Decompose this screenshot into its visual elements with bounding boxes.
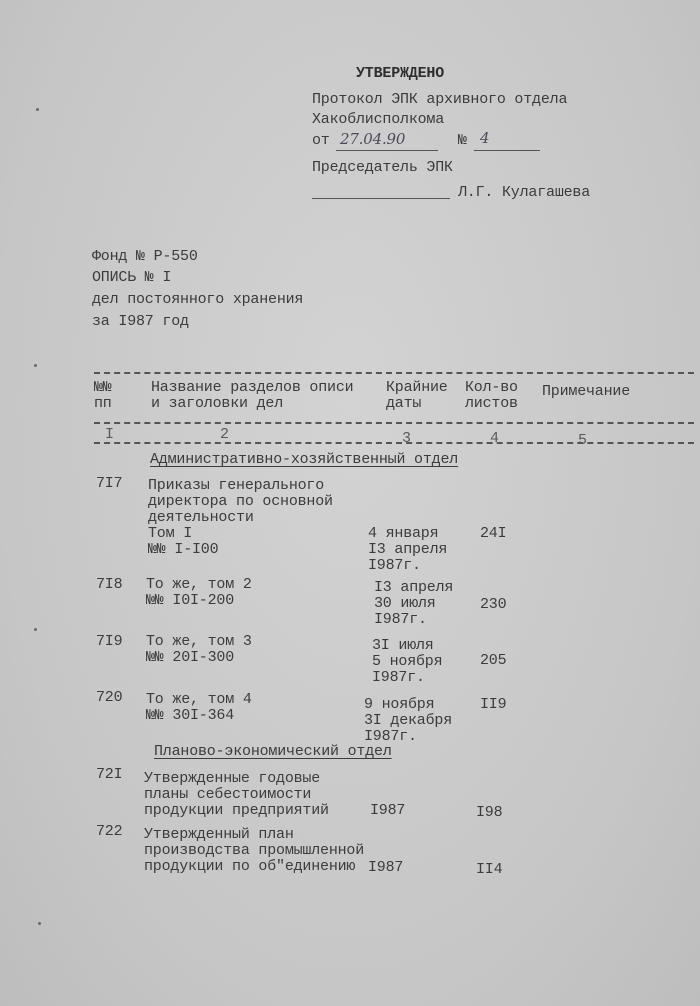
col-number-1: I	[105, 426, 115, 443]
col-number-5: 5	[578, 432, 588, 449]
col-header-title: Название разделов описи и заголовки дел	[151, 379, 354, 412]
row-dates: 4 января I3 апреля I987г.	[368, 525, 448, 574]
col-header-dates: Крайние даты	[386, 379, 448, 412]
row-title: Приказы генерального директора по основной деятельности Том I №№ I-I00	[148, 477, 333, 558]
row-number: 722	[96, 823, 123, 840]
col-number-2: 2	[220, 426, 230, 443]
header-bottom-rule	[94, 422, 694, 424]
table-top-rule	[94, 372, 694, 374]
paper-speck	[34, 364, 37, 367]
row-number: 7I8	[96, 576, 123, 593]
col-number-4: 4	[490, 430, 500, 447]
row-title: Утвержденные годовые планы себестоимости продукции предприятий	[144, 770, 329, 819]
row-sheets: II4	[476, 861, 503, 878]
row-dates: I3 апреля 30 июля I987г.	[374, 579, 454, 628]
row-title: То же, том 2 №№ I0I-200	[146, 576, 252, 609]
col-header-sheets: Кол-во листов	[465, 379, 518, 412]
fond-number: Фонд № Р-550	[92, 248, 198, 265]
row-sheets: 24I	[480, 525, 507, 542]
section-title: Административно-хозяйственный отдел	[150, 451, 459, 468]
row-title: Утвержденный план производства промышленной продукции по об"единению	[144, 826, 365, 875]
row-dates: 3I июля 5 ноября I987г.	[372, 637, 443, 686]
row-sheets: II9	[480, 696, 507, 713]
number-underline	[474, 150, 540, 151]
row-number: 720	[96, 689, 123, 706]
signature-line	[312, 198, 450, 199]
chair-name: Л.Г. Кулагашева	[458, 184, 591, 201]
row-sheets: 230	[480, 596, 507, 613]
approval-title: УТВЕРЖДЕНО	[356, 65, 445, 82]
row-dates: 9 ноября 3I декабря I987г.	[364, 696, 453, 745]
approval-date: 27.04.90	[340, 130, 406, 148]
paper-speck	[36, 108, 39, 111]
opis-description: дел постоянного хранения	[92, 291, 304, 308]
chair-label: Председатель ЭПК	[312, 159, 453, 176]
section-title: Планово-экономический отдел	[154, 743, 392, 760]
row-number: 7I9	[96, 633, 123, 650]
opis-number: ОПИСЬ № I	[92, 269, 172, 286]
paper-speck	[38, 922, 41, 925]
row-number: 72I	[96, 766, 123, 783]
opis-year: за I987 год	[92, 313, 189, 330]
col-header-note: Примечание	[542, 383, 631, 400]
approval-organization: Хакоблисполкома	[312, 111, 445, 128]
approval-number: 4	[480, 129, 490, 147]
approval-protocol-line: Протокол ЭПК архивного отдела	[312, 91, 568, 108]
approval-number-prefix: №	[458, 132, 467, 149]
row-sheets: 205	[480, 652, 507, 669]
approval-date-prefix: от	[312, 132, 330, 149]
row-number: 7I7	[96, 475, 123, 492]
row-dates: I987	[370, 802, 406, 819]
row-sheets: I98	[476, 804, 503, 821]
date-underline	[336, 150, 438, 151]
col-header-num: №№ пп	[94, 379, 112, 412]
col-numbers-bottom-rule	[94, 442, 694, 444]
row-title: То же, том 4 №№ 30I-364	[146, 691, 252, 724]
row-title: То же, том 3 №№ 20I-300	[146, 633, 252, 666]
paper-speck	[34, 628, 37, 631]
col-number-3: 3	[402, 430, 412, 447]
row-dates: I987	[368, 859, 404, 876]
